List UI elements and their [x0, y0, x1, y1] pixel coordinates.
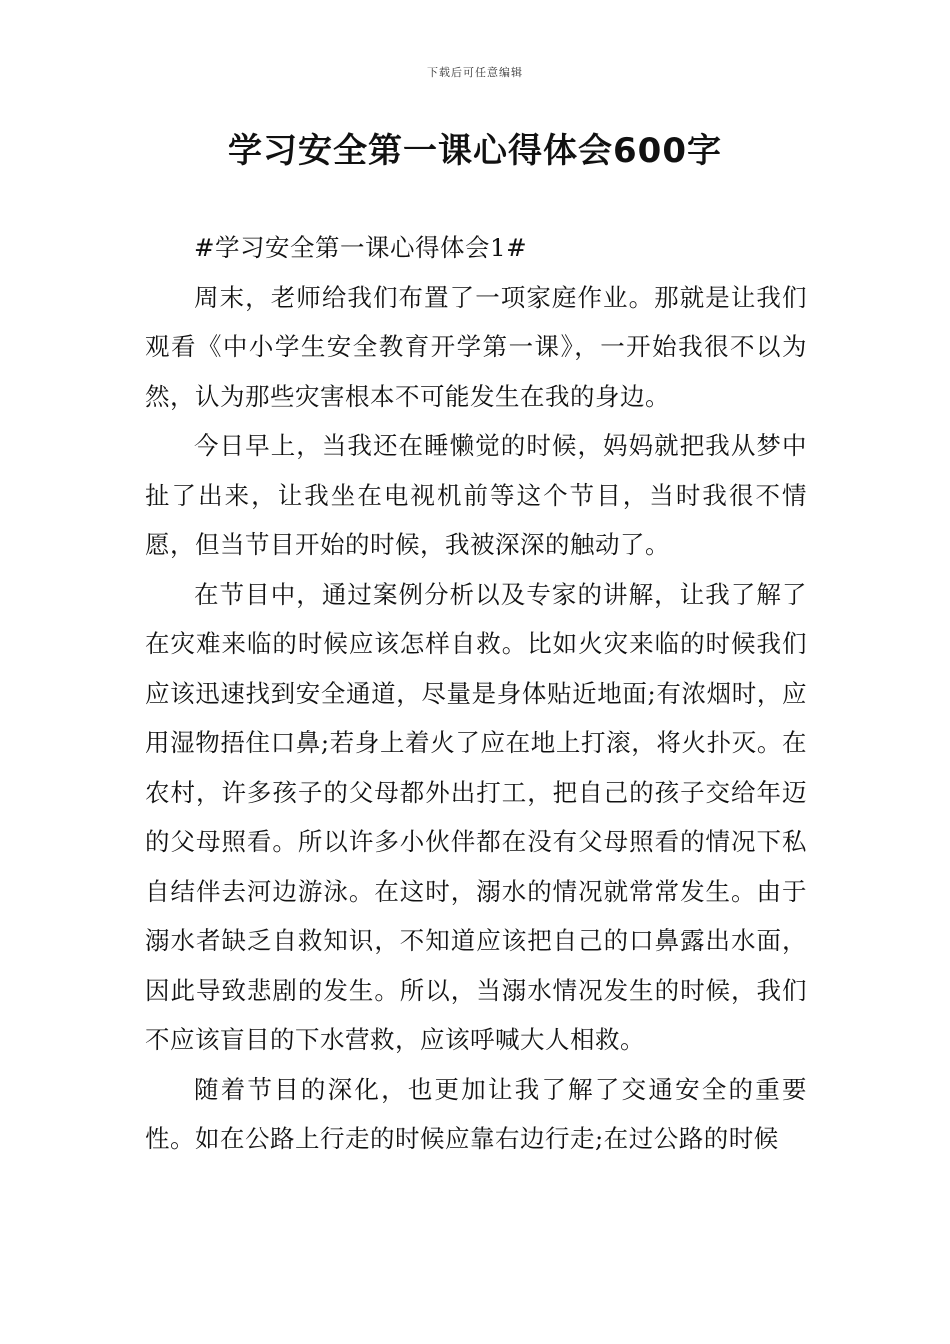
document-title: 学习安全第一课心得体会600字 — [228, 131, 722, 171]
paragraph: 周末，老师给我们布置了一项家庭作业。那就是让我们观看《中小学生安全教育开学第一课》，一开始我很不以为然，认为那些灾害根本不可能发生在我的身边。 — [145, 282, 807, 411]
section-heading: #学习安全第一课心得体会1# — [194, 233, 528, 262]
paragraph: 随着节目的深化，也更加让我了解了交通安全的重要性。如在公路上行走的时候应靠右边行走;在过公路的时候 — [145, 1074, 807, 1153]
header-note: 下载后可任意编辑 — [427, 66, 523, 79]
paragraph: 今日早上，当我还在睡懒觉的时候，妈妈就把我从梦中扯了出来，让我坐在电视机前等这个节目，当时我很不情愿，但当节目开始的时候，我被深深的触动了。 — [145, 431, 807, 559]
document-body — [145, 223, 807, 1164]
paragraph: 在节目中，通过案例分析以及专家的讲解，让我了解了在灾难来临的时候应该怎样自救。比如火灾来临的时候我们应该迅速找到安全通道，尽量是身体贴近地面;有浓烟时，应用湿物捂住口鼻;若身上着火了应在地上打滚，将火扑灭。在农村，许多孩子的父母都外出打工，把自己的孩子交给年迈的父母照看。所以许多小伙伴都在没有父母照看的情况下私自结伴去河边游泳。在这时，溺水的情况就常常发生。由于溺水者缺乏自救知识，不知道应该把自己的口鼻露出水面，因此导致悲剧的发生。所以，当溺水情况发生的时候，我们不应该盲目的下水营救，应该呼喊大人相救。 — [145, 579, 807, 1054]
